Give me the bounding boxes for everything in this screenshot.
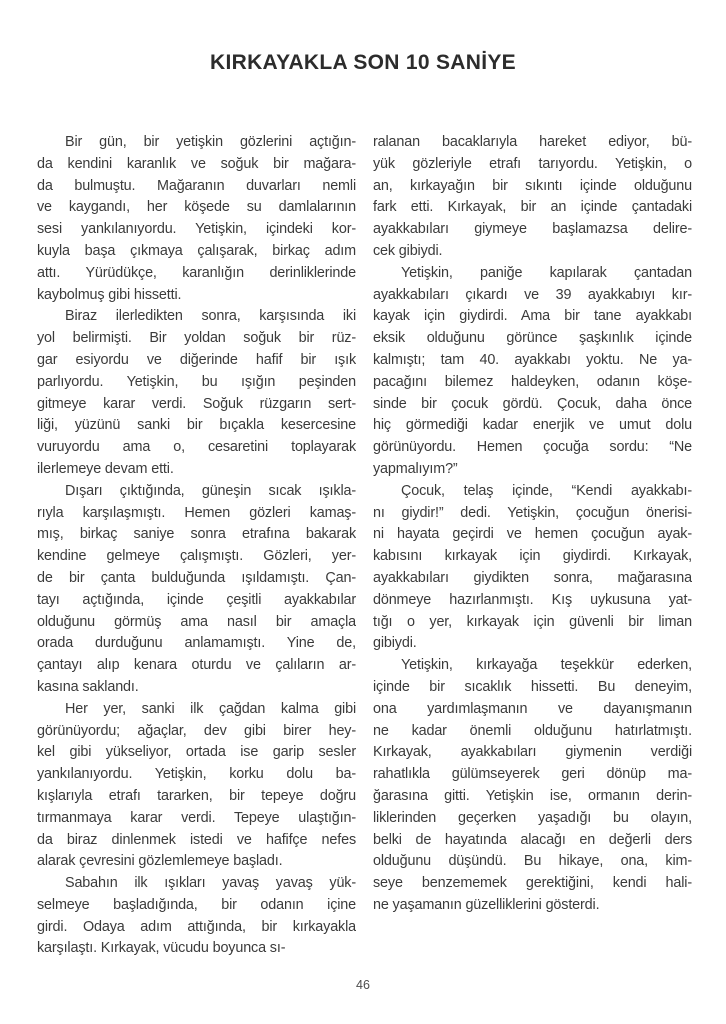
- text-line: yük gözleriyle etrafı tarıyordu. Yetişkin, o: [373, 155, 692, 172]
- text-line: girdi. Odaya adım attığında, bir kırkayakla: [37, 918, 356, 935]
- text-line: ralanan bacaklarıyla hareket ediyor, bü-: [373, 134, 692, 150]
- text-line: cek gibiydi.: [373, 242, 443, 259]
- text-line: gibiydi.: [373, 635, 417, 652]
- text-line: Sabahın ilk ışıkları yavaş yavaş yük-: [65, 875, 356, 892]
- text-line: kışlarıyla etrafı tararken, bir tepeye doğru: [37, 787, 356, 804]
- text-line: hiç görmediği kadar enerjik ve umut dolu: [373, 417, 692, 434]
- paragraph: [37, 481, 356, 699]
- text-line: olduğunu düşündü. Bu hikaye, ona, kim-: [373, 853, 692, 870]
- text-line: nı giydir!” dedi. Yetişkin, çocuğun önerisi-: [373, 504, 692, 521]
- text-line: kabısını kırkayak için giydirdi. Kırkayak,: [373, 548, 692, 565]
- text-line: çantayı alıp kenara oturdu ve çalıların ar-: [37, 657, 356, 674]
- text-line: tayı açtığında, içinde çeşitli ayakkabılar: [37, 591, 356, 608]
- text-line: ne kadar önemli olduğunu hatırlatmıştı.: [373, 722, 692, 739]
- text-line: görünüyordu. Hemen çocuğa sordu: “Ne: [373, 439, 692, 456]
- paragraph: [373, 655, 692, 917]
- text-line: Her yer, sanki ilk çağdan kalma gibi: [65, 700, 356, 717]
- paragraph: [37, 306, 356, 480]
- column-right: [373, 132, 692, 960]
- text-line: ayakkabıları giymeye başlamazsa delire-: [373, 221, 692, 238]
- column-left: [37, 132, 356, 960]
- text-line: yapmalıyım?”: [373, 460, 458, 477]
- text-line: karşılaştı. Kırkayak, vücudu boyunca sı-: [37, 940, 286, 957]
- text-line: da kendini karanlık ve soğuk bir mağara-: [37, 155, 356, 172]
- paragraph: [373, 132, 692, 263]
- text-line: dönmeye hazırlanmıştı. Kış uykusuna yat-: [373, 591, 692, 608]
- text-line: ayakkabıları giydikten sonra, mağarasına: [373, 569, 692, 586]
- text-line: belki de hayatında alacağı en değerli ders: [373, 831, 692, 848]
- text-line: gar esiyordu ve diğerinde hafif bir ışık: [37, 351, 356, 368]
- text-columns: [37, 132, 692, 960]
- paragraph: [373, 263, 692, 481]
- page-number: 46: [356, 978, 370, 992]
- text-line: görünüyordu; ağaçlar, dev gibi birer hey-: [37, 722, 356, 739]
- text-line: rahatlıkla gülümseyerek geri dönüp ma-: [373, 766, 692, 783]
- text-line: ve kaygandı, her köşede su damlalarının: [37, 199, 356, 216]
- text-line: da bulmuştu. Mağaranın duvarları nemli: [37, 177, 356, 194]
- text-line: Biraz ilerledikten sonra, karşısında iki: [65, 308, 356, 325]
- text-line: yankılanıyordu. Yetişkin, korku dolu ba-: [37, 766, 356, 783]
- text-line: Çocuk, telaş içinde, “Kendi ayakkabı-: [401, 482, 692, 499]
- paragraph: [37, 873, 356, 960]
- text-line: ğarasına gitti. Yetişkin ise, ormanın derin-: [373, 787, 692, 804]
- text-line: eksik olduğunu görünce şaşkınlık içinde: [373, 330, 692, 347]
- text-line: Yetişkin, paniğe kapılarak çantadan: [401, 264, 692, 281]
- text-line: ilerlemeye devam etti.: [37, 460, 174, 477]
- text-line: Yetişkin, kırkayağa teşekkür ederken,: [401, 657, 692, 674]
- page-title: KIRKAYAKLA SON 10 SANİYE: [210, 51, 516, 74]
- text-line: içinde bir sıcaklık hissetti. Bu deneyim,: [373, 678, 692, 695]
- text-line: selmeye başladığında, bir odanın içine: [37, 896, 356, 913]
- text-line: gitmeye karar verdi. Soğuk rüzgarın sert-: [37, 395, 356, 412]
- text-line: Bir gün, bir yetişkin gözlerini açtığın-: [65, 134, 356, 150]
- text-line: yol belirmişti. Bir yoldan soğuk bir rüz-: [37, 330, 356, 347]
- text-line: ne yaşamanın güzelliklerini gösterdi.: [373, 896, 600, 913]
- paragraph: [37, 132, 356, 306]
- text-line: ayakkabıları çıkardı ve 39 ayakkabıyı kır-: [373, 286, 692, 303]
- text-line: Dışarı çıktığında, güneşin sıcak ışıkla-: [65, 482, 356, 499]
- paragraph: [37, 699, 356, 873]
- text-line: kaybolmuş gibi hissetti.: [37, 286, 182, 303]
- text-line: tığı o yer, kırkayak için güvenli bir liman: [373, 613, 692, 630]
- text-line: tırmanmaya karar verdi. Tepeye ulaştığın-: [37, 809, 356, 826]
- text-line: seye benzememek gerektiğini, kendi hali-: [373, 875, 692, 892]
- text-line: attı. Yürüdükçe, karanlığın derinliklerinde: [37, 264, 356, 281]
- text-line: liği, yüzünü sanki bir bıçakla kesercesine: [37, 417, 356, 434]
- text-line: fark etti. Kırkayak, bir an içinde çantadaki: [373, 199, 692, 216]
- text-line: orada durduğunu anlamamıştı. Yine de,: [37, 635, 356, 652]
- text-line: parlıyordu. Yetişkin, bu ışığın peşinden: [37, 373, 356, 390]
- text-line: ona yardımlaşmanın ve dayanışmanın: [373, 700, 692, 717]
- text-line: kel gibi yükseliyor, ortada ise garip sesler: [37, 744, 356, 761]
- text-line: de bir çanta bulduğunda ışıldamıştı. Çan-: [37, 569, 356, 586]
- text-line: mış, birkaç saniye sonra etrafına bakarak: [37, 526, 356, 543]
- text-line: alarak çevresini gözlemlemeye başladı.: [37, 853, 283, 870]
- text-line: kuyla başa çıkmaya çalışarak, birkaç adım: [37, 242, 356, 259]
- text-line: ni hayata geçirdi ve hemen çocuğun ayak-: [373, 526, 692, 543]
- text-line: pacağını bilemez haldeyken, odanın köşe-: [373, 373, 692, 390]
- paragraph: [373, 481, 692, 655]
- text-line: da biraz dinlenmek istedi ve hafifçe nefes: [37, 831, 356, 848]
- text-line: kasına saklandı.: [37, 678, 139, 695]
- text-line: an, kırkayağın bir sıkıntı içinde olduğunu: [373, 177, 692, 194]
- text-line: sesi yankılanıyordu. Yetişkin, içindeki kor-: [37, 221, 356, 238]
- text-line: kayak için giydirdi. Ama bir tane ayakkabı: [373, 308, 692, 325]
- text-line: kalmıştı; tam 40. ayakkabı yoktu. Ne ya-: [373, 351, 692, 368]
- text-line: rıyla karşılaşmıştı. Hemen gözleri kamaş-: [37, 504, 356, 521]
- text-line: olduğunu görmüş ama nasıl bir amaçla: [37, 613, 356, 630]
- text-line: kendine gelmeye çalışmıştı. Gözleri, yer-: [37, 548, 356, 565]
- text-line: vuruyordu ama o, cesaretini toplayarak: [37, 439, 356, 456]
- text-line: liklerinden geçerken yaşadığı bu olayın,: [373, 809, 692, 826]
- text-line: Kırkayak, ayakkabıları giymenin verdiği: [373, 744, 692, 761]
- text-line: sinde bir çocuk gördü. Çocuk, daha önce: [373, 395, 692, 412]
